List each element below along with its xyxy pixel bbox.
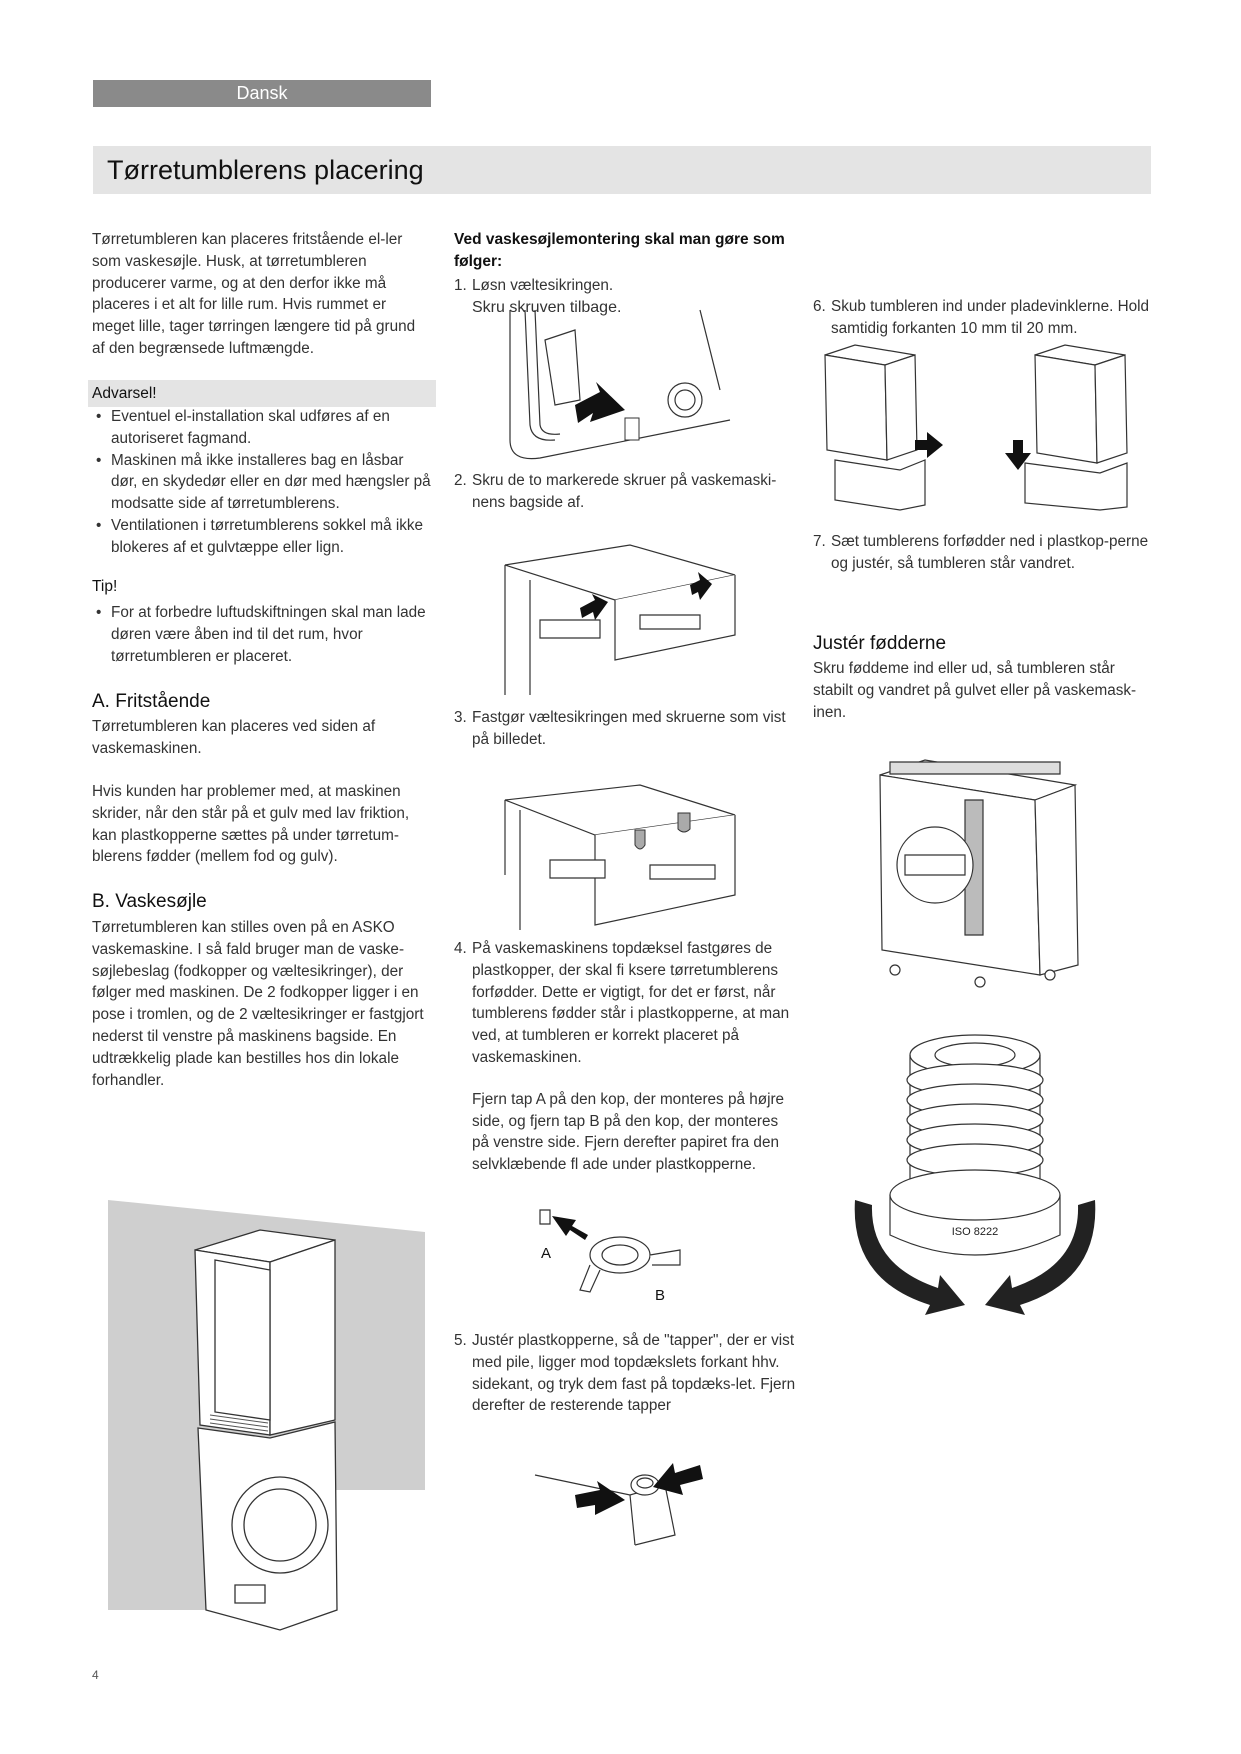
section-b-paragraph: Tørretumbleren kan stilles oven på en ASKO vaskemaskine. I så fald bruger man de vaske-søjlebeslag (fodkopper og væltesikringer), der følger med maskinen. De 2 fodkopper ligger i en pose i tromlen, og de 2 væltesikringer er fastgjort nederst til venstre på maskinens bagside. En udtrækkelig plade kan bestilles hos din lokale forhandler. (92, 919, 424, 1089)
tilt-lock-bracket (635, 830, 645, 849)
tilt-lock-bracket (678, 813, 690, 832)
warning-list (92, 406, 432, 559)
tilt-lock-fasten-illustration (500, 785, 735, 935)
adjust-cups-illustration (535, 1445, 710, 1560)
dryer-door (215, 1260, 270, 1420)
step-6: 6. Skub tumbleren ind under pladevinklerne. Hold samtidig forkanten 10 mm til 20 mm. (813, 298, 1150, 337)
step-2: 2. Skru de to markerede skruer på vaskemaski-nens bagside af. (454, 472, 777, 511)
title-bar (93, 146, 1151, 194)
arrow-icon (575, 1481, 625, 1515)
foot-engraving: ISO 8222 (951, 1226, 999, 1238)
step-1: 1. Løsn væltesikringen. Skru skruven tilbage. (454, 277, 622, 316)
arrow-icon (552, 1216, 588, 1240)
tilt-lock-loosen-illustration (500, 310, 735, 465)
foot (890, 965, 900, 975)
tip-heading: Tip! (92, 578, 118, 595)
warning-item: • Maskinen må ikke installeres bag en låsbar dør, en skydedør eller en dør med hængsler på modsatte side af tørretumblerens. (92, 450, 432, 515)
stacked-appliances-illustration (100, 1190, 430, 1620)
plastic-cup-illustration (540, 1210, 690, 1320)
foot (975, 977, 985, 987)
step-3: 3. Fastgør væltesikringen med skruerne som vist på billedet. (454, 709, 786, 748)
feet-paragraph: Skru føddeme ind eller ud, så tumbleren står stabilt og vandret på gulvet eller på vaskemask-inen. (813, 660, 1137, 721)
tip-list (92, 602, 432, 667)
language-label: Dansk (93, 80, 431, 107)
washer-top (1025, 463, 1127, 510)
intro-paragraph: Tørretumbleren kan placeres fritstående el-ler som vaskesøjle. Husk, at tørretumbleren producerer varme, og at den derfor ikke må placeres i et alt for lille rum. Hvis rummet er meget lille, tager tørringen længere tid på grund af den begrænsede luftmængde. (92, 231, 416, 357)
page-title: Tørretumblerens placering (107, 155, 424, 185)
washer-panel (235, 1585, 265, 1603)
section-b-title: B. Vaskesøjle (92, 891, 207, 912)
arrow-icon (653, 1463, 703, 1495)
warning-item: • Ventilationen i tørretumblerens sokkel må ikke blokeres af et gulvtæppe eller lign. (92, 515, 432, 559)
arrow-icon (575, 382, 625, 423)
feet-title: Justér fødderne (813, 633, 947, 654)
spirit-level (890, 762, 1060, 774)
page-number: 4 (92, 1668, 99, 1682)
slide-dryer-illustration (815, 345, 1145, 510)
arrow-icon (580, 594, 608, 620)
dryer-side (270, 1240, 335, 1435)
adjustable-foot-illustration (850, 1020, 1100, 1320)
step-5: 5. Justér plastkopperne, så de "tapper", der er vist med pile, ligger mod topdækslets forkant hhv. sidekant, og tryk dem fast på topdæks-let. Fjern derefter de resterende tapper (454, 1332, 796, 1415)
label-a: A (541, 1245, 552, 1262)
tab-b (580, 1265, 600, 1292)
section-a-paragraph: Hvis kunden har problemer med, at maskinen skrider, når den står på et gulv med lav friktion, kan plastkopperne sættes på under tørretum-blerens fødder (mellem fod og gulv). (92, 783, 410, 866)
tip-item: • For at forbedre luftudskiftningen skal man lade døren være åben ind til det rum, hvor tørretumbleren er placeret. (92, 602, 432, 667)
step-4: 4. På vaskemaskinens topdæksel fastgøres de plastkopper, der skal fi ksere tørretumblerens forfødder. Dette er vigtigt, for det er først, når tumblerens fødder står i plastkopperne, at man ved, at tumbleren er korrekt placeret på vaskemaskinen. Fjern tap A på den kop, der monteres på højre side, og fjern tap B på den kop, der monteres på venstre side. Fjern derefter papiret fra den selvklæbende fl ade under plastkopperne. (454, 940, 790, 1174)
label-b: B (655, 1287, 666, 1304)
tab-a (540, 1210, 550, 1224)
cap-outer (668, 383, 702, 417)
tilt-lock-bracket (625, 418, 639, 440)
machine-outline (510, 310, 730, 459)
warning-item: • Eventuel el-installation skal udføres af en autoriseret fagmand. (92, 406, 432, 450)
dryer-front (1035, 355, 1097, 463)
foot (1045, 970, 1055, 980)
washer-top (835, 460, 925, 510)
warning-heading: Advarsel! (88, 380, 436, 407)
back-label (540, 620, 600, 638)
column2-heading: Ved vaskesøjlemontering skal man gøre som følger: (454, 231, 785, 270)
dryer-front (825, 355, 887, 460)
washer-door-inner (244, 1489, 316, 1561)
section-a-paragraph: Tørretumbleren kan placeres ved siden af vaskemaskinen. (92, 718, 376, 757)
washer-back-screws-illustration (500, 540, 735, 700)
arrow-right-icon (915, 432, 943, 458)
level-dryer-illustration (870, 760, 1085, 1005)
step-7: 7. Sæt tumblerens forfødder ned i plastkop-perne og justér, så tumbleren står vandret. (813, 533, 1149, 572)
section-a-title: A. Fritstående (92, 691, 211, 712)
